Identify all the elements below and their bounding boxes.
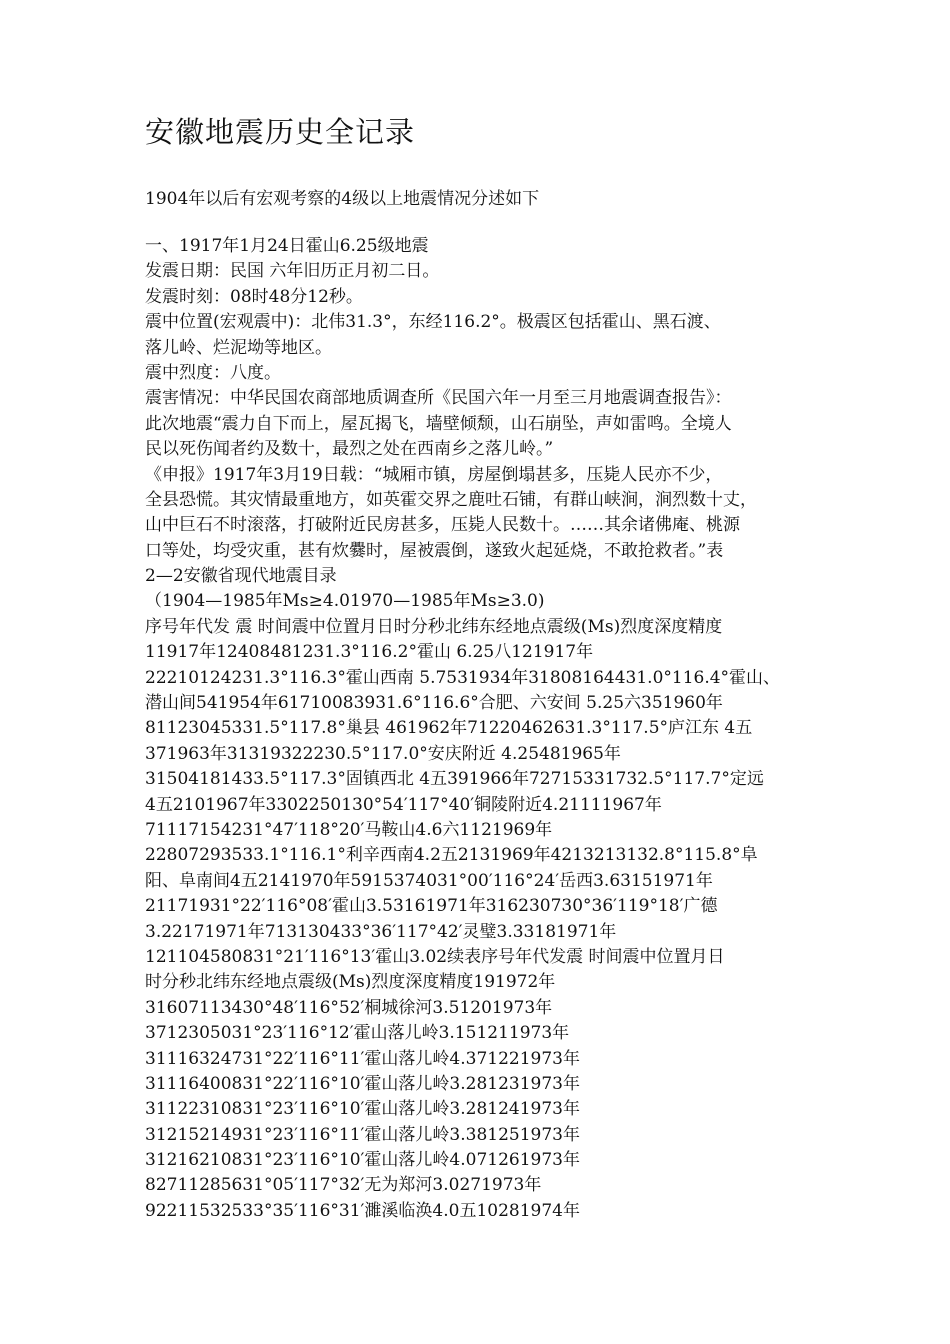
body-line: 《申报》1917年3月19日载：“城厢市镇，房屋倒塌甚多，压毙人民亦不少， <box>145 464 723 485</box>
body-line: （1904—1985年Ms≥4.01970—1985年Ms≥3.0) <box>145 591 545 612</box>
body-line: 山中巨石不时滚落，打破附近民房甚多，压毙人民数十。……其余诸佛庵、桃源 <box>145 515 740 536</box>
body-line: 31215214931°23′116°11′霍山落儿岭3.381251973年 <box>145 1124 580 1145</box>
body-line: 发震时刻：08时48分12秒。 <box>145 286 363 307</box>
body-line: 潜山间541954年61710083931.6°116.6°合肥、六安间 5.25六351960年 <box>145 693 723 714</box>
body-line: 31116400831°22′116°10′霍山落儿岭3.281231973年 <box>145 1073 580 1094</box>
body-line: 92211532533°35′116°31′濉溪临涣4.0五10281974年 <box>145 1200 580 1221</box>
body-line: 31504181433.5°117.3°固镇西北 4五391966年72715331732.5°117.7°定远 <box>145 769 764 790</box>
body-line: 31607113430°48′116°52′桐城徐河3.51201973年 <box>145 997 553 1018</box>
body-line: 22210124231.3°116.3°霍山西南 5.7531934年31808164431.0°116.4°霍山、 <box>145 667 781 688</box>
body-line: 时分秒北纬东经地点震级(Ms)烈度深度精度191972年 <box>145 972 556 993</box>
document-subtitle: 1904年以后有宏观考察的4级以上地震情况分述如下 <box>145 189 540 209</box>
body-line: 371963年31319322230.5°117.0°安庆附近 4.25481965年 <box>145 743 621 764</box>
body-line: 31216210831°23′116°10′霍山落儿岭4.071261973年 <box>145 1150 580 1171</box>
body-line: 此次地震“震力自下而上，屋瓦揭飞，墙壁倾颓，山石崩坠，声如雷鸣。全境人 <box>145 413 732 434</box>
body-line: 71117154231°47′118°20′马鞍山4.6六1121969年 <box>145 819 553 840</box>
body-line: 4五2101967年3302250130°54′117°40′铜陵附近4.21111967年 <box>145 794 662 815</box>
body-line: 81123045331.5°117.8°巢县 461962年71220462631.3°117.5°庐江东 4五 <box>145 718 753 739</box>
body-line: 发震日期：民国 六年旧历正月初二日。 <box>145 261 440 282</box>
body-line: 2—2安徽省现代地震目录 <box>145 566 337 587</box>
body-line: 21171931°22′116°08′霍山3.53161971年316230730°36′119°18′广德 <box>145 896 718 917</box>
body-line: 序号年代发 震 时间震中位置月日时分秒北纬东经地点震级(Ms)烈度深度精度 <box>145 616 723 637</box>
body-line: 落儿岭、烂泥坳等地区。 <box>145 337 332 358</box>
body-line: 阳、阜南间4五2141970年5915374031°00′116°24′岳西3.63151971年 <box>145 870 713 891</box>
body-line: 11917年12408481231.3°116.2°霍山 6.25八121917年 <box>145 642 594 663</box>
body-line: 民以死伤闻者约及数十，最烈之处在西南乡之落儿岭。” <box>145 439 554 460</box>
body-line: 31122310831°23′116°10′霍山落儿岭3.281241973年 <box>145 1099 580 1120</box>
body-line: 3.22171971年713130433°36′117°42′灵璧3.33181971年 <box>145 921 617 942</box>
body-line: 口等处，均受灾重，甚有炊爨时，屋被震倒，遂致火起延烧，不敢抢救者。”表 <box>145 540 724 561</box>
body-line: 82711285631°05′117°32′无为郑河3.0271973年 <box>145 1175 542 1196</box>
body-line: 121104580831°21′116°13′霍山3.02续表序号年代发震 时间震中位置月日 <box>145 946 725 967</box>
body-line: 3712305031°23′116°12′霍山落儿岭3.151211973年 <box>145 1023 570 1044</box>
body-line: 一、1917年1月24日霍山6.25级地震 <box>145 236 429 256</box>
body-line: 震害情况：中华民国农商部地质调查所《民国六年一月至三月地震调查报告》： <box>145 388 732 409</box>
document-body <box>145 234 815 1224</box>
document-title: 安徽地震历史全记录 <box>145 115 416 149</box>
body-line: 震中位置(宏观震中)：北伟31.3°，东经116.2°。极震区包括霍山、黑石渡、 <box>145 312 721 333</box>
body-line: 22807293533.1°116.1°利辛西南4.2五2131969年4213213132.8°115.8°阜 <box>145 845 758 866</box>
body-line: 震中烈度：八度。 <box>145 362 281 383</box>
body-line: 31116324731°22′116°11′霍山落儿岭4.371221973年 <box>145 1048 580 1069</box>
body-line: 全县恐慌。其灾情最重地方，如英霍交界之鹿吐石铺，有群山峡涧，涧烈数十丈， <box>145 489 757 510</box>
